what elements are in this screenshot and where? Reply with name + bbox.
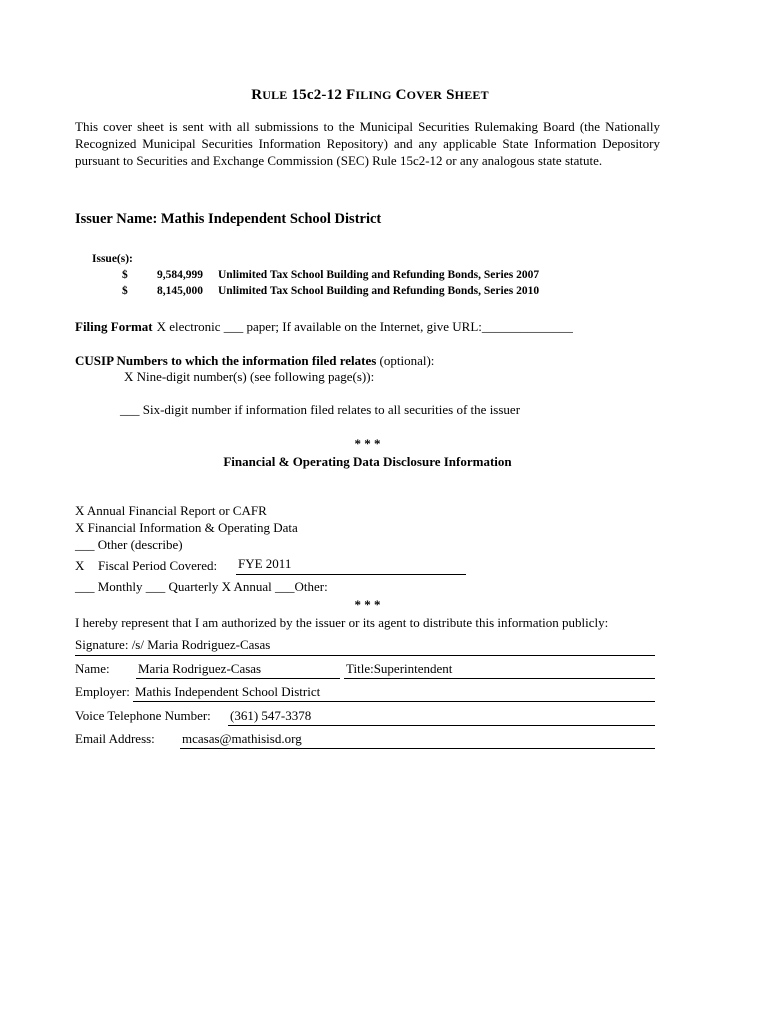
name-underline bbox=[136, 678, 340, 679]
fiscal-period-label: Fiscal Period Covered: bbox=[98, 558, 218, 573]
cusip-heading: CUSIP Numbers to which the information filed relates (optional): bbox=[75, 353, 435, 368]
title-underline bbox=[344, 678, 655, 679]
title-field: Title:Superintendent bbox=[346, 661, 453, 676]
email-underline bbox=[180, 748, 655, 749]
representation-statement: I hereby represent that I am authorized by the issuer or its agent to distribute this information publicly: bbox=[75, 615, 609, 630]
issue-row-description: Unlimited Tax School Building and Refunding Bonds, Series 2010 bbox=[218, 285, 540, 297]
email-label: Email Address: bbox=[75, 731, 155, 746]
email-value: mcasas@mathisisd.org bbox=[182, 731, 302, 746]
employer-value: Mathis Independent School District bbox=[135, 684, 321, 699]
fiscal-period-value: FYE 2011 bbox=[238, 556, 292, 571]
cusip-six-digit: ___ Six-digit number if information filed relates to all securities of the issuer bbox=[120, 402, 521, 417]
issue-row-currency: $ bbox=[122, 269, 128, 281]
phone-underline bbox=[228, 725, 655, 726]
issue-row-description: Unlimited Tax School Building and Refunding Bonds, Series 2007 bbox=[218, 269, 540, 281]
reporting-frequency: ___ Monthly ___ Quarterly X Annual ___Other: bbox=[75, 579, 328, 594]
checklist-item: X Financial Information & Operating Data bbox=[75, 520, 298, 535]
cusip-nine-digit: X Nine-digit number(s) (see following page(s)): bbox=[124, 369, 375, 384]
employer-label: Employer: bbox=[75, 684, 130, 699]
section-separator: * * * bbox=[354, 597, 381, 612]
section-separator: * * * bbox=[354, 436, 381, 451]
phone-value: (361) 547-3378 bbox=[230, 708, 312, 723]
signature-field: Signature: /s/ Maria Rodriguez-Casas bbox=[75, 637, 271, 652]
issue-row-amount: 8,145,000 bbox=[157, 285, 203, 297]
phone-label: Voice Telephone Number: bbox=[75, 708, 211, 723]
issues-label: Issue(s): bbox=[92, 253, 133, 265]
document-title: RULE 15c2-12 FILING COVER SHEET bbox=[251, 87, 489, 103]
checklist-item: X Annual Financial Report or CAFR bbox=[75, 503, 267, 518]
intro-paragraph: This cover sheet is sent with all submissions to the Municipal Securities Rulemaking Board (the Nationally Recognized Municipal Securities Information Repository) and any applicable State Information Depository pursuant to Securities and Exchange Commission (SEC) Rule 15c2-12 or any analogous state statute. bbox=[75, 119, 660, 168]
fiscal-period-underline bbox=[236, 574, 466, 575]
section-heading: Financial & Operating Data Disclosure Information bbox=[223, 454, 512, 469]
issue-row-amount: 9,584,999 bbox=[157, 269, 203, 281]
filing-format: Filing Format X electronic ___ paper; If available on the Internet, give URL:______________ bbox=[75, 319, 573, 334]
name-value: Maria Rodriguez-Casas bbox=[138, 661, 262, 676]
issue-row-currency: $ bbox=[122, 285, 128, 297]
fiscal-period-mark: X bbox=[75, 558, 85, 573]
issuer-name: Issuer Name: Mathis Independent School District bbox=[75, 211, 382, 227]
signature-underline bbox=[75, 655, 655, 656]
employer-underline bbox=[133, 701, 655, 702]
name-label: Name: bbox=[75, 661, 110, 676]
checklist-item: ___ Other (describe) bbox=[75, 537, 183, 552]
